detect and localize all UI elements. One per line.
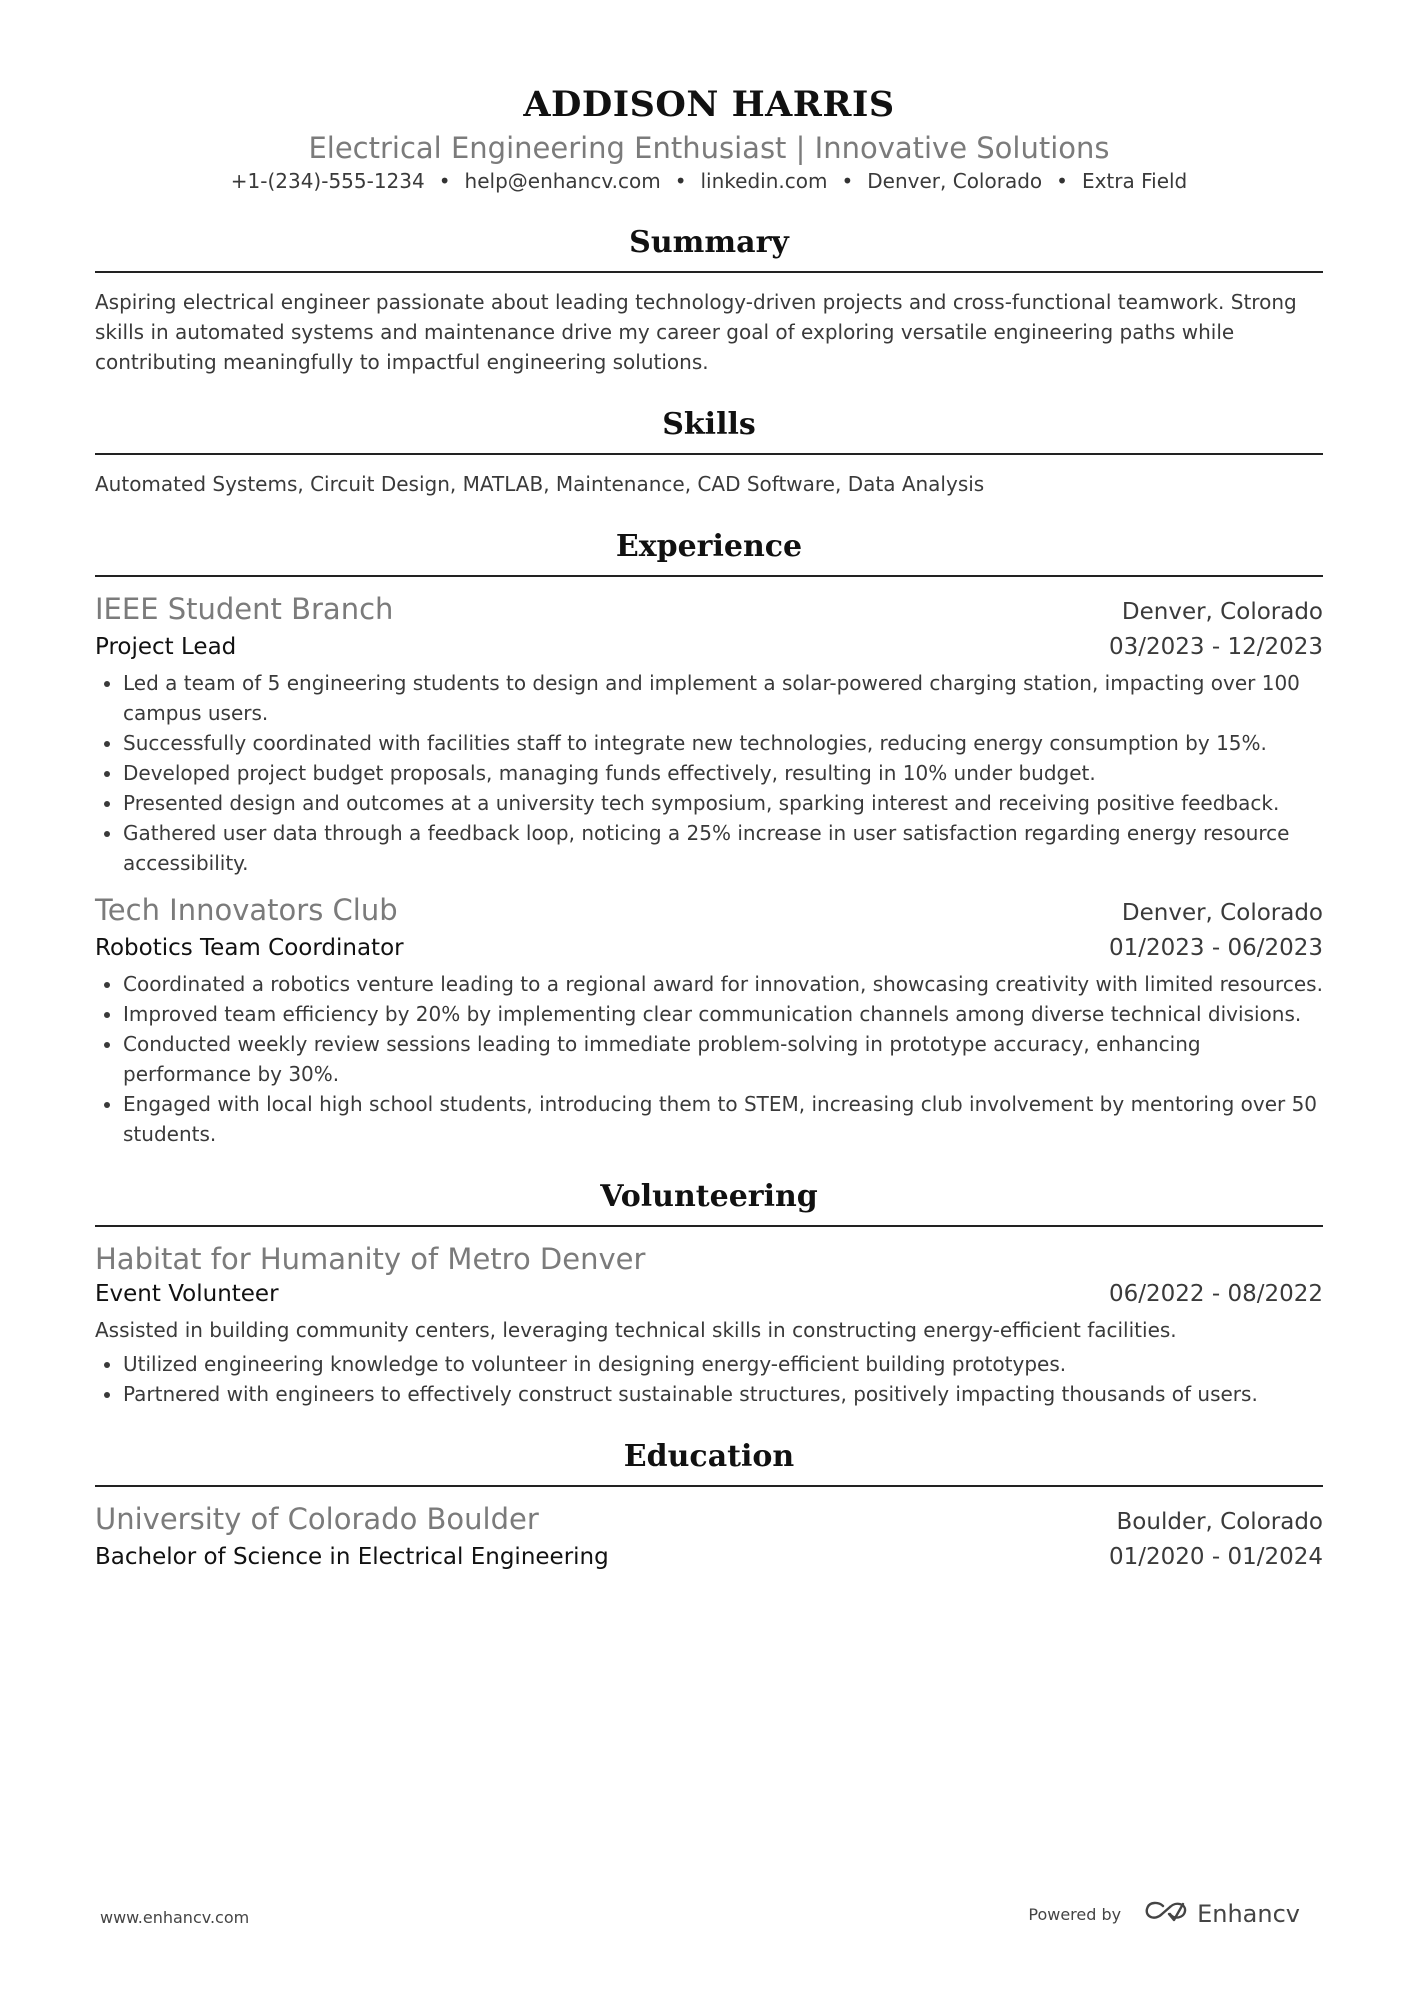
- experience-entry: [95, 591, 1323, 878]
- list-item: • Presented design and outcomes at a university tech symposium, sparking interest and receiving positive feedback.: [123, 788, 1323, 818]
- list-item: • Improved team efficiency by 20% by implementing clear communication channels among diverse technical divisions.: [123, 999, 1323, 1029]
- contact-line: [95, 167, 1323, 195]
- bullet-separator: •: [1056, 169, 1068, 193]
- footer-website[interactable]: www.enhancv.com: [100, 1908, 250, 1927]
- education-entry: [95, 1501, 1323, 1574]
- entry-dates: 01/2020 - 01/2024: [1108, 1544, 1323, 1570]
- experience-entry: [95, 892, 1323, 1149]
- summary-text: Aspiring electrical engineer passionate about leading technology-driven projects and cross-functional teamwork. Strong skills in automated systems and maintenance drive my career goal of exploring versatile engineering paths while contributing meaningfully to impactful engineering solutions.: [95, 290, 1297, 374]
- contact-email[interactable]: help@enhancv.com: [464, 169, 661, 193]
- contact-extra: Extra Field: [1081, 169, 1188, 193]
- contact-location: Denver, Colorado: [867, 169, 1043, 193]
- section-divider: [95, 271, 1323, 273]
- entry-dates: 03/2023 - 12/2023: [1108, 634, 1323, 660]
- list-item: • Engaged with local high school students, introducing them to STEM, increasing club involvement by mentoring over 50 students.: [123, 1089, 1323, 1149]
- entry-dates: 01/2023 - 06/2023: [1108, 935, 1323, 961]
- brand-name: Enhancv: [1197, 1900, 1300, 1928]
- summary-section: [95, 223, 1323, 377]
- education-heading: Education: [623, 1439, 795, 1474]
- section-divider: [95, 575, 1323, 577]
- job-role: Robotics Team Coordinator: [95, 935, 404, 961]
- entry-location: Denver, Colorado: [1121, 599, 1323, 625]
- contact-phone: +1-(234)-555-1234: [230, 169, 425, 193]
- entry-location: Boulder, Colorado: [1116, 1509, 1323, 1535]
- skills-heading: Skills: [662, 407, 756, 442]
- volunteer-role: Event Volunteer: [95, 1281, 279, 1307]
- entry-location: Denver, Colorado: [1121, 900, 1323, 926]
- candidate-title: Electrical Engineering Enthusiast | Innovative Solutions: [308, 131, 1110, 165]
- education-section: [95, 1437, 1323, 1574]
- section-divider: [95, 1485, 1323, 1487]
- organization-name: Habitat for Humanity of Metro Denver: [95, 1242, 646, 1276]
- powered-by-label: Powered by: [1028, 1904, 1122, 1924]
- enhancv-logo-icon: [1143, 1900, 1189, 1928]
- list-item: • Gathered user data through a feedback loop, noticing a 25% increase in user satisfaction regarding energy resource accessibility.: [123, 818, 1323, 878]
- entry-description: Assisted in building community centers, leveraging technical skills in constructing energy-efficient facilities.: [95, 1318, 1177, 1342]
- enhancv-brand[interactable]: [1143, 1900, 1300, 1928]
- experience-heading: Experience: [615, 529, 803, 564]
- footer-branding: [1028, 1900, 1300, 1928]
- resume-page: [95, 82, 1323, 1588]
- bullet-separator: •: [841, 169, 854, 193]
- bullet-separator: •: [674, 169, 687, 193]
- candidate-name: ADDISON HARRIS: [523, 84, 895, 125]
- organization-name: IEEE Student Branch: [95, 592, 394, 626]
- contact-linkedin[interactable]: linkedin.com: [700, 169, 828, 193]
- entry-dates: 06/2022 - 08/2022: [1108, 1281, 1323, 1307]
- experience-section: [95, 527, 1323, 1149]
- degree-name: Bachelor of Science in Electrical Engineering: [95, 1544, 609, 1570]
- section-divider: [95, 1225, 1323, 1227]
- summary-heading: Summary: [629, 225, 789, 260]
- organization-name: Tech Innovators Club: [95, 893, 398, 927]
- section-divider: [95, 453, 1323, 455]
- resume-header: [95, 82, 1323, 195]
- achievement-list: [95, 668, 1323, 878]
- achievement-list: [95, 969, 1323, 1149]
- list-item: • Developed project budget proposals, managing funds effectively, resulting in 10% under budget.: [123, 758, 1323, 788]
- volunteering-entry: [95, 1241, 1323, 1409]
- volunteering-section: [95, 1177, 1323, 1409]
- list-item: • Conducted weekly review sessions leading to immediate problem-solving in prototype accuracy, enhancing performance by 30%.: [123, 1029, 1323, 1089]
- list-item: • Led a team of 5 engineering students to design and implement a solar-powered charging station, impacting over 100 campus users.: [123, 668, 1323, 728]
- skills-text: Automated Systems, Circuit Design, MATLAB, Maintenance, CAD Software, Data Analysis: [95, 472, 985, 496]
- list-item: • Successfully coordinated with facilities staff to integrate new technologies, reducing energy consumption by 15%.: [123, 728, 1323, 758]
- list-item: • Utilized engineering knowledge to volunteer in designing energy-efficient building prototypes.: [123, 1349, 1323, 1379]
- school-name: University of Colorado Boulder: [95, 1502, 539, 1536]
- bullet-separator: •: [438, 169, 451, 193]
- list-item: • Partnered with engineers to effectively construct sustainable structures, positively impacting thousands of users.: [123, 1379, 1323, 1409]
- list-item: • Coordinated a robotics venture leading to a regional award for innovation, showcasing creativity with limited resources.: [123, 969, 1323, 999]
- skills-section: [95, 405, 1323, 499]
- job-role: Project Lead: [95, 634, 237, 660]
- volunteering-heading: Volunteering: [600, 1179, 818, 1214]
- achievement-list: [95, 1349, 1323, 1409]
